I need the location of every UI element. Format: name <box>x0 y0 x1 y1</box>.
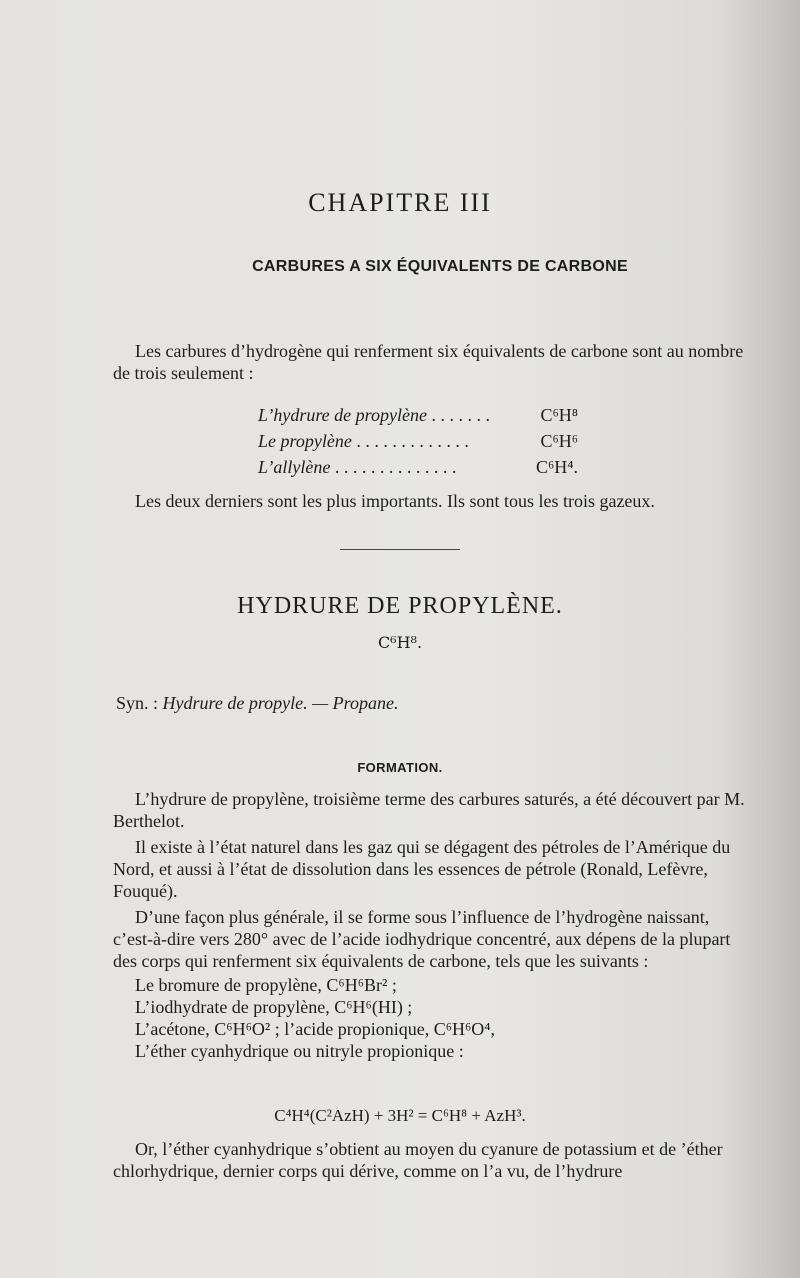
section-divider <box>340 549 460 550</box>
paragraph-natural-state: Il existe à l’état naturel dans les gaz qui se dégagent des pétroles de l’Amérique du Nord, et aussi à l’état de dissolution dans les essences de pétrole (Ronald, Lefèvre, Fouqué). <box>113 837 731 901</box>
compound-list <box>258 405 578 483</box>
equation: C⁴H⁴(C²AzH) + 3H² = C⁶H⁸ + AzH³. <box>274 1106 526 1125</box>
paragraph-formation: D’une façon plus générale, il se forme sous l’influence de l’hydrogène naissant, c’est-à-dire vers 280° avec de l’acide iodhydrique concentré, aux dépens de la plupart des corps qui renferment six équivalents de carbone, tels que les suivants : <box>113 907 731 971</box>
intro-paragraph: Les carbures d’hydrogène qui renferment six équivalents de carbone sont au nombre de trois seulement : <box>113 341 744 383</box>
compound-name: Le propylène <box>258 431 352 451</box>
section-title: HYDRURE DE PROPYLÈNE. <box>237 593 563 619</box>
list-item: Le bromure de propylène, C⁶H⁶Br² ; <box>135 975 397 995</box>
chapter-subtitle: CARBURES A SIX ÉQUIVALENTS DE CARBONE <box>252 258 628 275</box>
list-item: L’éther cyanhydrique ou nitryle propionique : <box>135 1041 464 1061</box>
formation-heading: FORMATION. <box>357 760 443 775</box>
chapter-title: CHAPITRE III <box>308 188 492 217</box>
leader-dots: . . . . . . . . . . . . . . <box>330 457 457 477</box>
list-item: L’acétone, C⁶H⁶O² ; l’acide propionique, C⁶H⁶O⁴, <box>135 1019 496 1039</box>
compound-row <box>258 431 578 457</box>
compound-formula: C⁶H⁶ <box>540 431 578 451</box>
compound-row <box>258 405 578 431</box>
paragraph-discovery: L’hydrure de propylène, troisième terme des carbures saturés, a été découvert par M. Berthelot. <box>113 789 745 831</box>
synonym-label: Syn. : <box>116 693 159 713</box>
summary-paragraph: Les deux derniers sont les plus importants. Ils sont tous les trois gazeux. <box>135 491 655 511</box>
synonym-text: Hydrure de propyle. — Propane. <box>162 693 399 713</box>
compound-row <box>258 457 578 483</box>
leader-dots: . . . . . . . . . . . . . <box>351 431 469 451</box>
compound-name: L’hydrure de propylène <box>258 405 427 425</box>
compound-formula: C⁶H⁸ <box>540 405 578 425</box>
list-item: L’iodhydrate de propylène, C⁶H⁶(HI) ; <box>135 997 413 1017</box>
closing-paragraph: Or, l’éther cyanhydrique s’obtient au moyen du cyanure de potassium et de ’éther chlorhydrique, dernier corps qui dérive, comme on l’a vu, de l’hydrure <box>113 1139 723 1181</box>
synonym-line <box>116 693 398 714</box>
section-formula: C⁶H⁸. <box>377 633 423 652</box>
compound-formula: C⁶H⁴. <box>535 457 578 477</box>
compound-name: L’allylène <box>258 457 331 477</box>
leader-dots: . . . . . . . <box>426 405 490 425</box>
